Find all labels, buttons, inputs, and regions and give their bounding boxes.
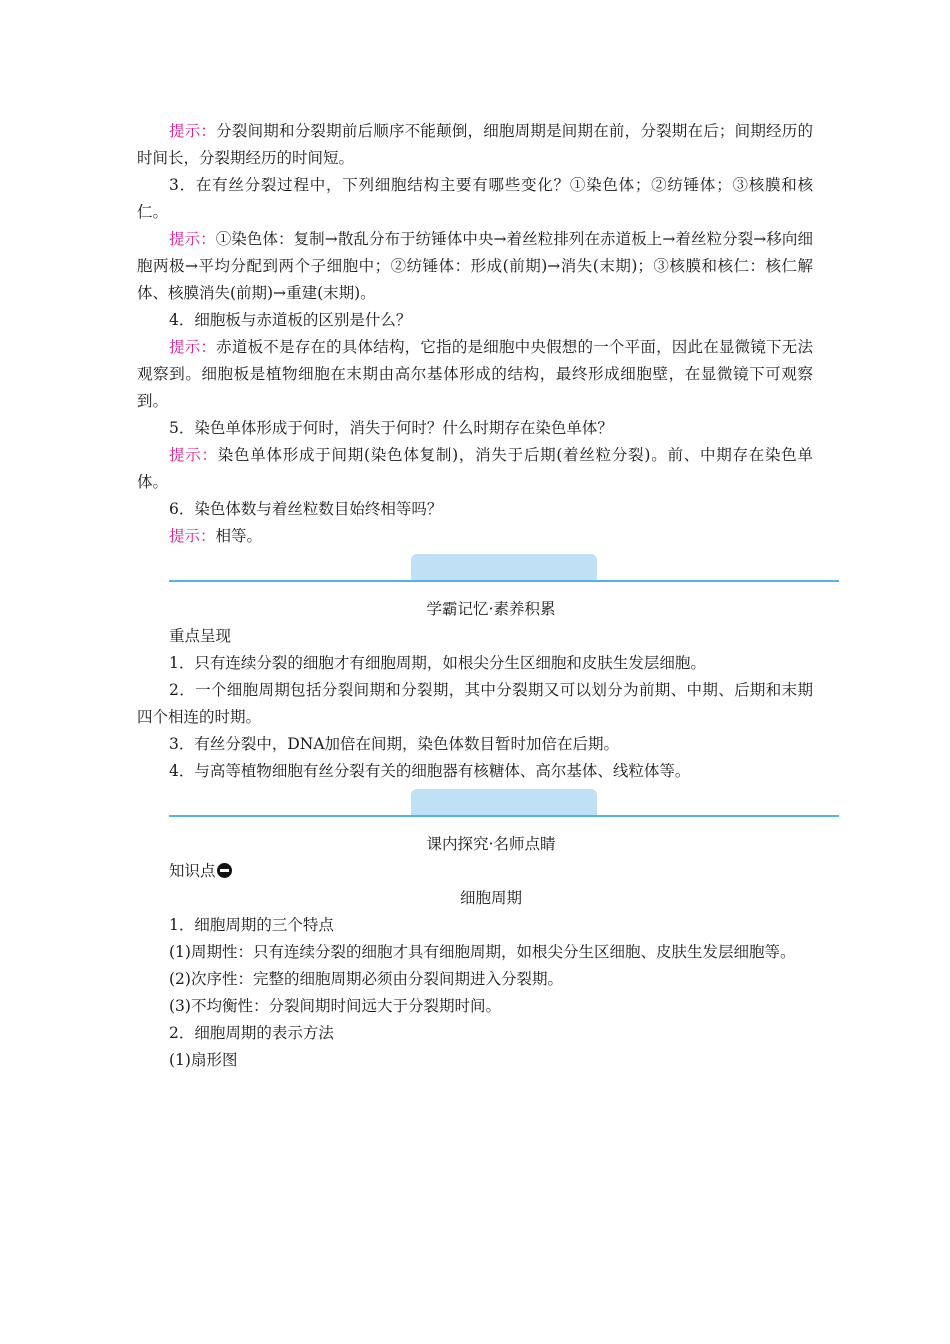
hint-label: 提示： [169,230,216,248]
question-paragraph: 3．在有丝分裂过程中，下列细胞结构主要有哪些变化？①染色体；②纺锤体；③核膜和核仁。 [137,176,813,221]
content-line: (1)周期性：只有连续分裂的细胞才具有细胞周期，如根尖分生区细胞、皮肤生发层细胞等。 [169,943,796,961]
divider-line [169,815,839,817]
hint-paragraph: 提示：赤道板不是存在的具体结构，它指的是细胞中央假想的一个平面，因此在显微镜下无法观察到。细胞板是植物细胞在末期由高尔基体形成的结构，最终形成细胞壁，在显微镜下可观察到。 [137,338,813,410]
section-divider [169,554,839,586]
section-divider [169,789,839,821]
section-subtitle: 重点呈现 [169,627,232,645]
question-paragraph: 4．细胞板与赤道板的区别是什么？ [169,311,412,329]
hint-label: 提示： [169,338,217,356]
hint-paragraph: 提示：相等。 [169,527,263,545]
content-line: 1．细胞周期的三个特点 [169,916,334,934]
hint-paragraph: 提示：①染色体：复制→散乱分布于纺锤体中央→着丝粒排列在赤道板上→着丝粒分裂→移向细胞两极→平均分配到两个子细胞中；②纺锤体：形成(前期)→消失(末期)；③核膜和核仁：核仁解体、核膜消失(前期)→重建(末期)。 [137,230,813,302]
content-line: (1)扇形图 [169,1051,238,1069]
question-paragraph: 6．染色体数与着丝粒数目始终相等吗？ [169,500,443,518]
section-tab [411,789,597,815]
knowledge-point-label: 知识点 [137,858,813,885]
key-point: 3．有丝分裂中，DNA加倍在间期，染色体数目暂时加倍在后期。 [169,735,620,753]
section-title: 学霸记忆·素养积累 [426,600,556,618]
content-line: 2．细胞周期的表示方法 [169,1024,334,1042]
hint-label: 提示： [169,527,216,545]
section-tab [411,554,597,580]
page-content [137,118,813,1074]
key-point: 2．一个细胞周期包括分裂间期和分裂期，其中分裂期又可以划分为前期、中期、后期和末期四个相连的时期。 [137,681,813,726]
question-paragraph: 5．染色单体形成于何时，消失于何时？什么时期存在染色单体？ [169,419,613,437]
hint-paragraph: 提示：分裂间期和分裂期前后顺序不能颠倒，细胞周期是间期在前，分裂期在后；间期经历的时间长，分裂期经历的时间短。 [137,122,813,167]
key-point: 1．只有连续分裂的细胞才有细胞周期，如根尖分生区细胞和皮肤生发层细胞。 [169,654,706,672]
number-one-circle-icon [217,863,232,878]
hint-label: 提示： [169,446,218,464]
content-line: (2)次序性：完整的细胞周期必须由分裂间期进入分裂期。 [169,970,563,988]
content-line: (3)不均衡性：分裂间期时间远大于分裂期时间。 [169,997,501,1015]
topic-title: 细胞周期 [459,889,522,907]
hint-label: 提示： [169,122,217,140]
section-title: 课内探究·名师点睛 [426,835,556,853]
key-point: 4．与高等植物细胞有丝分裂有关的细胞器有核糖体、高尔基体、线粒体等。 [169,762,691,780]
divider-line [169,580,839,582]
hint-paragraph: 提示：染色单体形成于间期(染色体复制)，消失于后期(着丝粒分裂)。前、中期存在染色单体。 [137,446,813,491]
